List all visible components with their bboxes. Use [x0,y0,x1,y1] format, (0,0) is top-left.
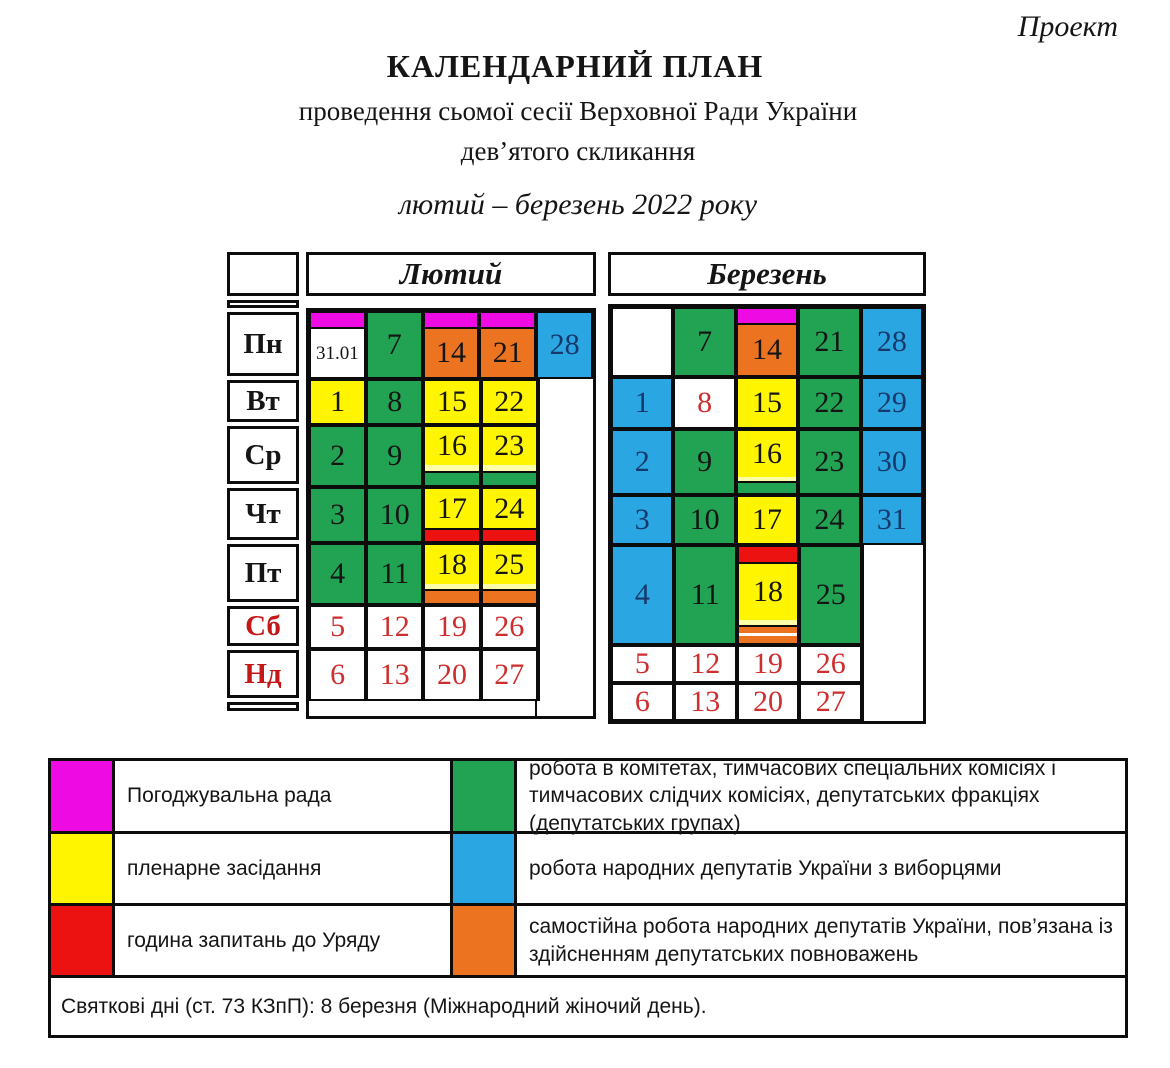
date-cell [309,379,366,425]
weekday-header-cell [227,252,299,296]
date-number: 29 [876,386,907,419]
calendar-row [611,645,923,683]
february-table [227,252,596,719]
activity-stripe-magenta [425,313,478,329]
date-number: 1 [634,386,650,419]
date-cell [674,683,737,721]
date-number: 25 [815,578,846,611]
page-subtitle-1: проведення сьомої сесії Верховної Ради України [298,96,858,126]
legend-label-text: робота народних депутатів України з виборцями [529,856,1002,880]
date-cell [423,605,480,649]
date-number: 5 [634,647,650,680]
date-number: 7 [386,328,402,361]
legend-label [517,906,1125,975]
date-cell [423,311,480,379]
date-number: 23 [814,445,845,478]
empty-area [478,701,534,716]
date-number: 24 [814,503,845,536]
calendar-row [611,683,923,721]
date-cell [673,429,735,495]
weekday-label-вт: Вт [227,380,299,422]
legend-label-text: пленарне засідання [127,856,322,880]
date-cell [799,683,862,721]
date-cell [366,605,423,649]
date-number: 13 [690,685,721,718]
calendar-row [309,379,593,425]
blank-date-cell [611,307,673,377]
activity-stripe-magenta [481,313,534,329]
date-cell [366,649,423,701]
weekday-label-пн: Пн [227,312,299,376]
date-cell [423,487,480,543]
date-number: 2 [634,445,650,478]
date-cell [309,487,366,543]
empty-area [862,645,923,683]
activity-stripe-red [483,528,536,541]
date-cell [481,543,538,605]
date-number: 20 [752,685,783,718]
empty-area [538,543,593,605]
calendar-row [309,487,593,543]
activity-stripe-orange [739,625,798,633]
date-number: 26 [815,647,846,680]
activity-stripe-magenta [738,309,796,325]
date-cell [673,495,735,545]
spacer-cell [227,702,299,711]
legend-table [48,758,1128,1038]
legend-swatch-orange [453,906,517,975]
date-number: 4 [634,578,650,611]
date-cell [611,495,673,545]
march-dates [608,252,926,724]
spacer-cell [227,300,299,308]
date-cell [536,311,593,379]
date-number: 22 [814,386,845,419]
date-cell [366,487,423,543]
date-number: 19 [437,610,467,643]
date-cell [737,545,800,645]
date-cell [673,377,735,429]
date-number: 28 [549,328,580,361]
legend-row [51,831,1125,903]
march-table [608,252,926,724]
calendar-row [309,425,593,487]
legend-row [51,903,1125,975]
calendar-row [309,543,593,605]
empty-area [535,701,593,716]
date-cell [309,311,366,379]
date-number: 20 [437,658,467,691]
legend-swatch-magenta [51,761,115,831]
date-cell [481,425,538,487]
date-cell [366,425,423,487]
date-number: 25 [494,547,525,581]
date-number: 7 [697,325,713,358]
february-grid [306,308,596,719]
legend-label [517,834,1125,903]
date-cell [309,605,366,649]
date-number: 10 [379,498,410,531]
date-number: 27 [494,658,525,691]
date-cell [366,311,423,379]
date-cell [611,645,674,683]
legend-swatch-red [51,906,115,975]
empty-area [309,701,365,716]
month-header-february: Лютий [306,252,596,296]
empty-area [365,701,421,716]
date-cell [798,377,860,429]
date-number: 13 [379,658,410,691]
date-number: 22 [494,385,525,418]
calendar-row [309,701,593,716]
date-number: 18 [437,547,467,581]
date-cell [736,429,798,495]
empty-area [538,379,593,425]
draft-mark: Проект [1017,10,1118,43]
date-number: 16 [752,437,783,470]
calendar-row [309,605,593,649]
calendar-row [611,307,923,377]
date-number: 11 [690,578,720,611]
period-line: лютий – березень 2022 року [398,188,758,221]
date-cell [423,649,480,701]
activity-stripe-green [425,471,478,485]
calendar-row [309,311,593,379]
date-number: 11 [380,557,410,590]
date-cell [481,379,538,425]
legend-swatch-yellow [51,834,115,903]
date-cell [736,307,798,377]
page-title: КАЛЕНДАРНИЙ ПЛАН [386,48,764,84]
weekday-label-нд: Нд [227,650,299,698]
legend-label [115,761,453,831]
activity-stripe-orange [425,589,478,603]
february-dates [306,252,596,719]
date-cell [861,429,923,495]
date-cell [481,605,538,649]
date-cell [309,425,366,487]
date-number: 1 [330,385,346,418]
month-header-march: Березень [608,252,926,296]
date-cell [799,645,862,683]
date-cell [366,379,423,425]
date-number: 3 [634,503,650,536]
date-cell [674,645,737,683]
date-cell [861,307,923,377]
empty-area [862,545,923,645]
date-cell [736,495,798,545]
date-number: 17 [437,491,467,525]
date-cell [736,377,798,429]
date-number: 10 [689,503,720,536]
holidays-note: Святкові дні (ст. 73 КЗпП): 8 березня (Міжнародний жіночий день). [51,975,1125,1035]
date-cell [737,683,800,721]
date-cell [366,543,423,605]
activity-stripe-magenta [311,313,364,329]
date-number: 31.01 [316,342,359,364]
activity-stripe-orange [483,589,536,603]
date-cell [481,649,538,701]
date-number: 6 [634,685,650,718]
date-number: 8 [697,386,713,419]
date-number: 4 [330,557,346,590]
activity-stripe-orange [739,636,798,643]
march-grid [608,304,926,724]
page-subtitle-2: дев’ятого скликання [460,136,696,166]
activity-stripe-red [739,547,798,564]
date-number: 12 [690,647,721,680]
legend-label [115,834,453,903]
calendar-row [309,649,593,701]
legend-swatch-green [453,761,517,831]
date-number: 8 [387,385,403,418]
legend-label-text: Погоджувальна рада [127,784,332,808]
empty-area [538,425,593,487]
date-cell [309,649,366,701]
empty-area [422,701,478,716]
date-cell [798,495,860,545]
date-cell [611,683,674,721]
date-number: 14 [752,333,783,366]
activity-stripe-green [483,471,536,485]
date-number: 5 [330,610,346,643]
date-number: 9 [387,439,403,472]
date-number: 21 [814,325,845,358]
date-number: 2 [330,439,346,472]
date-cell [799,545,862,645]
calendar [227,252,926,724]
date-cell [423,425,480,487]
date-number: 3 [330,498,346,531]
date-cell [423,379,480,425]
legend-row [51,757,1125,835]
date-cell [611,429,673,495]
date-cell [481,487,538,543]
activity-stripe-green [738,481,796,493]
date-number: 16 [437,429,467,462]
calendar-row [611,545,923,645]
date-cell [673,307,735,377]
empty-area [538,487,593,543]
calendar-row [611,377,923,429]
legend-label-text: самостійна робота народних депутатів України, пов’язана із здійсненням депутатських повноважень [529,915,1113,966]
date-number: 26 [494,610,525,643]
weekday-label-чт: Чт [227,488,299,540]
date-number: 27 [815,685,846,718]
date-number: 31 [876,503,907,536]
date-cell [423,543,480,605]
empty-area [538,605,593,649]
date-number: 24 [494,491,525,525]
date-number: 15 [437,385,467,418]
date-number: 15 [752,386,783,419]
date-cell [309,543,366,605]
date-cell [737,645,800,683]
date-cell [798,307,860,377]
date-number: 14 [435,336,466,369]
legend-label-text: година запитань до Уряду [127,928,381,952]
date-number: 19 [752,647,783,680]
date-number: 6 [330,658,346,691]
date-number: 23 [494,429,525,462]
date-cell [674,545,737,645]
empty-area [538,649,593,701]
date-cell [611,377,673,429]
date-number: 12 [379,610,410,643]
date-number: 9 [697,445,713,478]
date-number: 28 [876,325,907,358]
legend-label [517,757,1125,835]
date-number: 21 [492,336,523,369]
legend-swatch-blue [453,834,517,903]
date-number: 18 [752,575,783,608]
calendar-row [611,495,923,545]
activity-stripe-red [425,528,478,541]
legend-label [115,906,453,975]
date-cell [798,429,860,495]
date-cell [861,495,923,545]
legend-label-text: робота в комітетах, тимчасових спеціальних комісіях і тимчасових слідчих комісіях, депутатських фракціях (депутатських групах) [529,757,1056,835]
calendar-row [611,429,923,495]
weekday-label-пт: Пт [227,544,299,602]
weekday-label-ср: Ср [227,426,299,484]
date-cell [479,311,536,379]
weekday-column [227,252,299,713]
empty-area [862,683,923,721]
weekday-label-сб: Сб [227,606,299,646]
date-number: 30 [876,445,907,478]
date-number: 17 [752,503,783,536]
date-cell [611,545,674,645]
date-cell [861,377,923,429]
